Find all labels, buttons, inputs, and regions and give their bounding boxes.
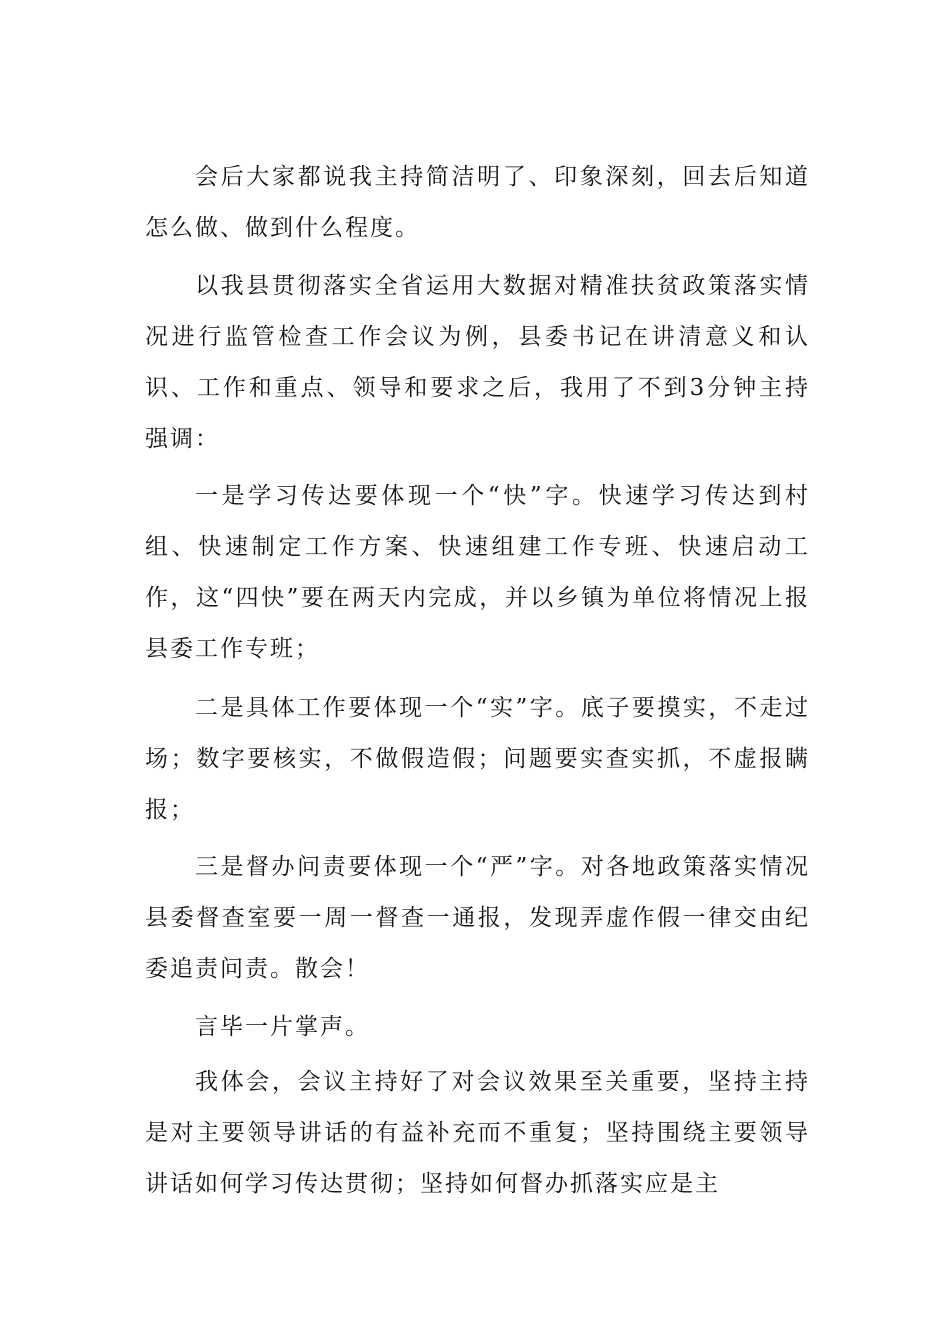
paragraph-7: 我体会，会议主持好了对会议效果至关重要，坚持主持是对主要领导讲话的有益补充而不重复；坚持围绕主要领导讲话如何学习传达贯彻；坚持如何督办抓落实应是主 xyxy=(145,1069,810,1197)
paragraph-4: 二是具体工作要体现一个“实”字。底子要摸实，不走过场；数字要核实，不做假造假；问题要实查实抓，不虚报瞒报； xyxy=(145,695,810,823)
paragraph-6: 言毕一片掌声。 xyxy=(195,1014,370,1040)
paragraph-5: 三是督办问责要体现一个“严”字。对各地政策落实情况县委督查室要一周一督查一通报，发现弄虚作假一律交由纪委追责问责。散会！ xyxy=(145,854,810,982)
paragraph-1: 会后大家都说我主持简洁明了、印象深刻，回去后知道怎么做、做到什么程度。 xyxy=(145,164,810,241)
paragraph-2: 以我县贯彻落实全省运用大数据对精准扶贫政策落实情况进行监管检查工作会议为例，县委书记在讲清意义和认识、工作和重点、领导和要求之后，我用了不到3分钟主持强调： xyxy=(145,273,810,452)
paragraph-3: 一是学习传达要体现一个“快”字。快速学习传达到村组、快速制定工作方案、快速组建工作专班、快速启动工作，这“四快”要在两天内完成，并以乡镇为单位将情况上报县委工作专班； xyxy=(145,483,810,662)
